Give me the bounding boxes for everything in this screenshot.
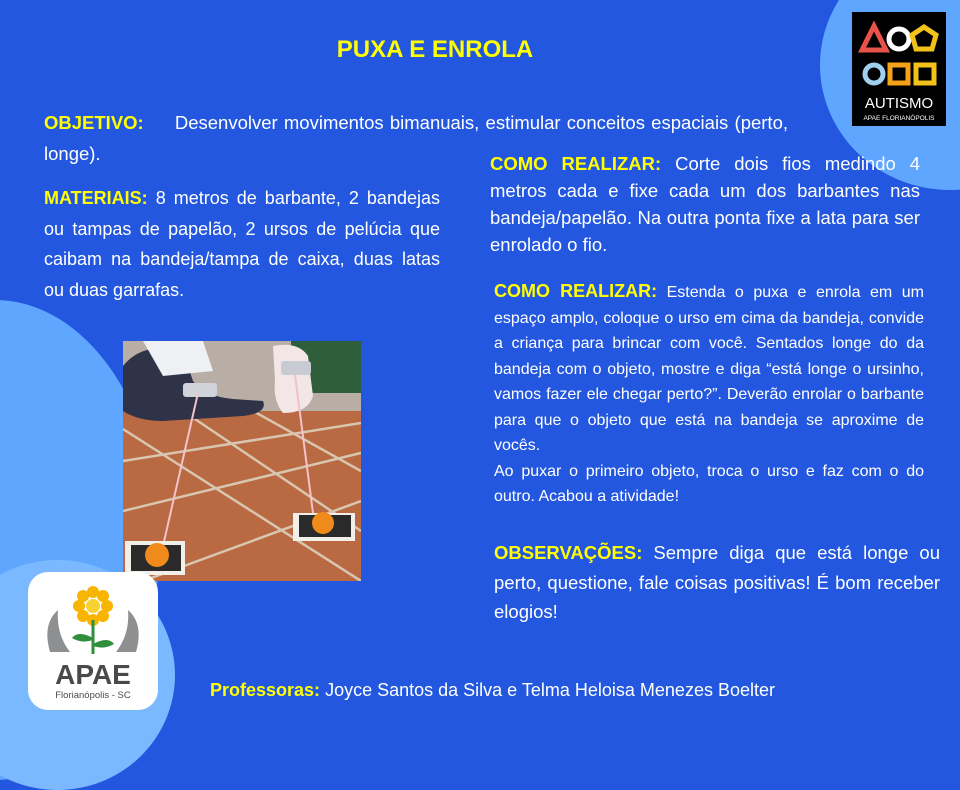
materiais-text: 8 metros de barbante, 2 bandejas ou tampas de papelão, 2 ursos de pelúcia que caibam na bandeja/tampa de caixa, duas latas ou duas garrafas. bbox=[44, 188, 440, 300]
como-realizar-2-paragraph bbox=[494, 279, 924, 510]
footer-label: Professoras: bbox=[210, 680, 321, 700]
como-realizar-2-label: COMO REALIZAR: bbox=[494, 281, 658, 301]
materiais-paragraph bbox=[44, 183, 440, 305]
observacoes-paragraph bbox=[494, 538, 940, 627]
observacoes-text: Sempre diga que está longe ou perto, questione, fale coisas positivas! É bom receber elogios! bbox=[494, 542, 940, 622]
apae-logo-name: APAE bbox=[55, 659, 131, 690]
autismo-logo bbox=[852, 12, 946, 126]
como-realizar-2-text: Estenda o puxa e enrola em um espaço amplo, coloque o urso em cima da bandeja, convide a criança para brincar com você. Sentados longe do da bandeja com o objeto, mostre e diga “está longe o ursinho, vamos fazer ele chegar perto?”. Deverão enrolar o barbante para que o objeto que está na bandeja se aproxime de vocês. bbox=[494, 284, 924, 454]
objetivo-text: Desenvolver movimentos bimanuais, estimular conceitos espaciais (perto, longe). bbox=[44, 112, 788, 164]
page-title: PUXA E ENROLA bbox=[336, 36, 534, 63]
observacoes-label: OBSERVAÇÕES: bbox=[494, 542, 643, 563]
materiais-label: MATERIAIS: bbox=[44, 188, 148, 208]
apae-logo bbox=[28, 572, 158, 710]
autismo-logo-name: AUTISMO bbox=[864, 95, 934, 112]
objetivo-label: OBJETIVO: bbox=[44, 112, 144, 133]
activity-photo bbox=[123, 341, 361, 581]
como-realizar-1-paragraph bbox=[490, 150, 920, 258]
como-realizar-1-text: Corte dois fios medindo 4 metros cada e fixe cada um dos barbantes nas bandeja/papelão. Na outra ponta fixe a lata para ser enrolado o fio. bbox=[490, 153, 921, 255]
como-realizar-1-label: COMO REALIZAR: bbox=[490, 153, 662, 174]
como-realizar-2-text2: Ao puxar o primeiro objeto, troca o urso e faz com o do outro. Acabou a atividade! bbox=[494, 462, 924, 505]
footer-credits bbox=[210, 680, 775, 701]
apae-logo-sub: Florianópolis - SC bbox=[55, 690, 131, 701]
footer-text: Joyce Santos da Silva e Telma Heloisa Menezes Boelter bbox=[325, 680, 775, 700]
autismo-logo-sub: APAE FLORIANÓPOLIS bbox=[863, 115, 935, 122]
